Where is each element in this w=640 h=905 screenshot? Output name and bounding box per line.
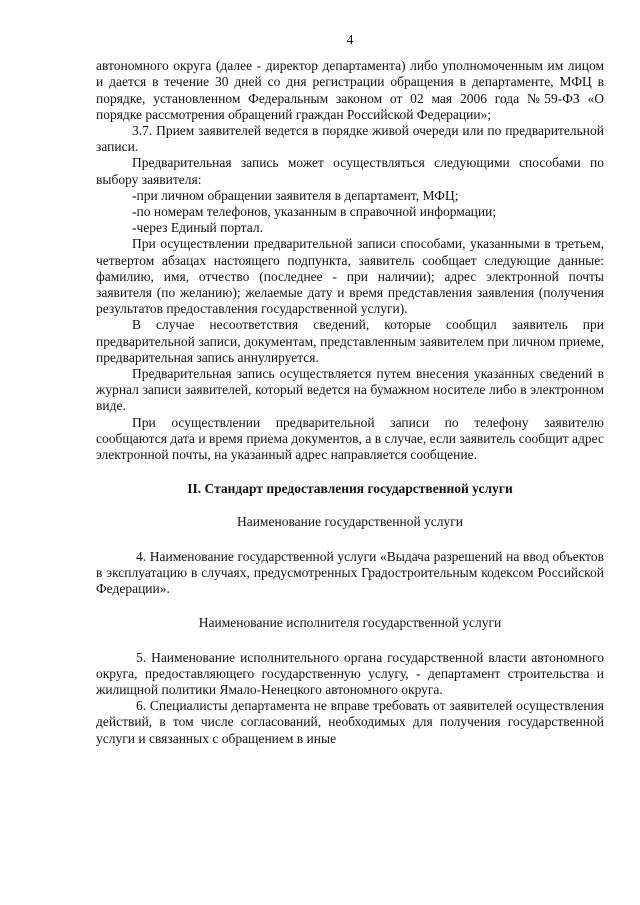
document-page [96, 32, 604, 747]
list-item-portal: -через Единый портал. [132, 220, 263, 236]
page-number: 4 [346, 32, 354, 47]
list-item-phone: -по номерам телефонов, указанным в справочной информации; [132, 204, 497, 220]
section-title: II. Стандарт предоставления государственной услуги [187, 481, 513, 497]
paragraph-prereg-data: При осуществлении предварительной записи способами, указанными в третьем, четвертом абзацах настоящего подпункта, заявитель сообщает следующие данные: фамилию, имя, отчество (последнее - при наличии); адрес электронной почты заявителя (по желанию); желаемые дату и время представления заявления (получения результатов предоставления государственной услуги). [96, 236, 604, 317]
subsection-title-executor: Наименование исполнителя государственной услуги [198, 615, 502, 631]
paragraph-journal: Предварительная запись осуществляется путем внесения указанных сведений в журнал записи заявителей, который ведется на бумажном носителе либо в электронном виде. [96, 366, 604, 414]
paragraph-3-7: 3.7. Прием заявителей ведется в порядке живой очереди или по предварительной записи. [96, 123, 604, 155]
paragraph-phone-prereg: При осуществлении предварительной записи по телефону заявителю сообщаются дата и время приема документов, а в случае, если заявитель сообщит адрес электронной почты, на указанный адрес направляется сообщение. [96, 414, 604, 463]
paragraph-prereg-methods: Предварительная запись может осуществляться следующими способами по выбору заявителя: [96, 155, 604, 187]
list-item-in-person: -при личном обращении заявителя в департамент, МФЦ; [132, 187, 459, 203]
paragraph-4: 4. Наименование государственной услуги «Выдача разрешений на ввод объектов в эксплуатацию в случаях, предусмотренных Градостроительным кодексом Российской Федерации». [96, 548, 604, 597]
paragraph-6: 6. Специалисты департамента не вправе требовать от заявителей осуществления действий, в том числе согласований, необходимых для получения государственной услуги и связанных с обращением в иные [96, 698, 604, 746]
paragraph-mismatch: В случае несоответствия сведений, которые сообщил заявитель при предварительной записи, документам, представленным заявителем при личном приеме, предварительная запись аннулируется. [96, 317, 604, 365]
paragraph-continuation: автономного округа (далее - директор департамента) либо уполномоченным им лицом и дается в течение 30 дней со дня регистрации обращения в департаменте, МФЦ в порядке, установленном Федеральным законом от 02 мая 2006 года №59-ФЗ «О порядке рассмотрения обращений граждан Российской Федерации»; [96, 58, 604, 122]
subsection-title-service: Наименование государственной услуги [236, 514, 464, 530]
paragraph-5: 5. Наименование исполнительного органа государственной власти автономного округа, предоставляющего государственную услугу, - департамент строительства и жилищной политики Ямало-Ненецкого автономного округа. [96, 649, 604, 697]
